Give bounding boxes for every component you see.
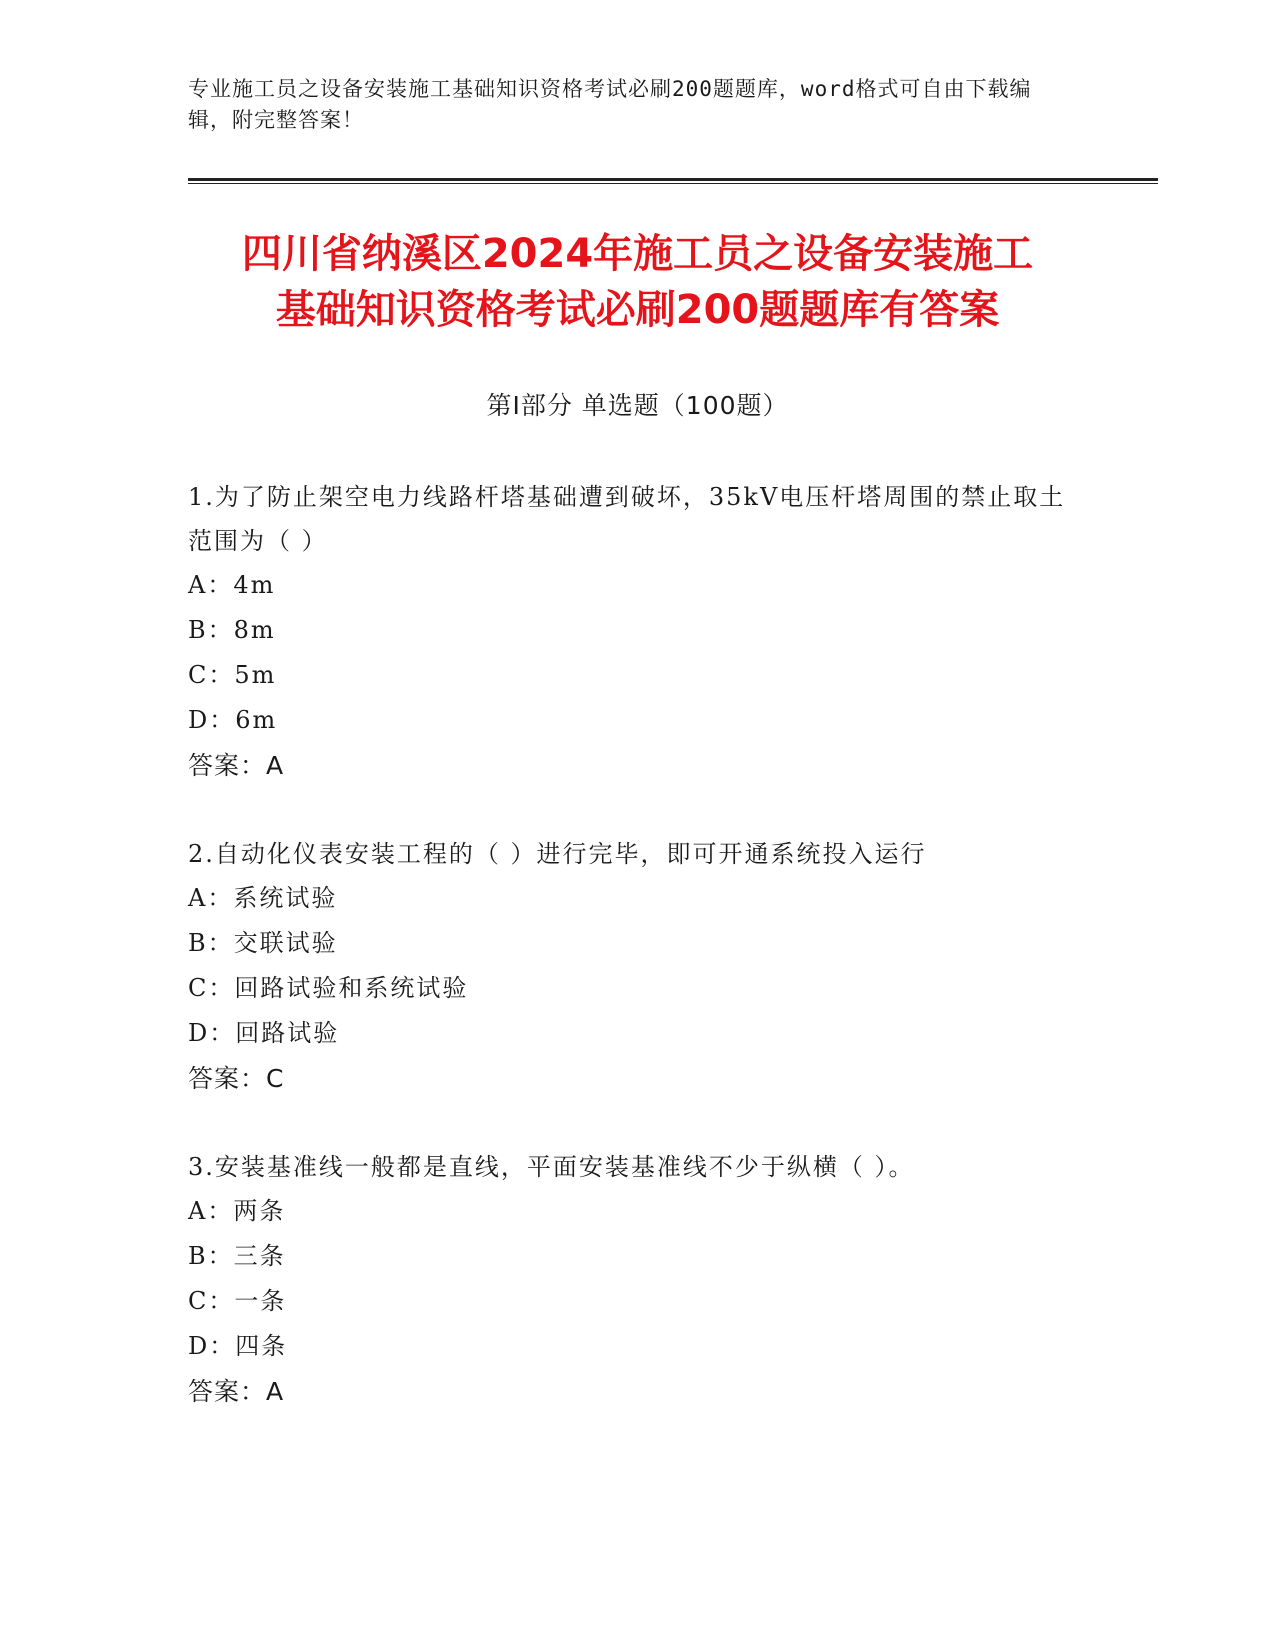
option-c: C：回路试验和系统试验 <box>188 974 469 1002</box>
question-1 <box>188 475 1088 789</box>
question-list <box>188 475 1088 1458</box>
option-a: A：4m <box>188 571 276 599</box>
option-c: C：一条 <box>188 1287 287 1315</box>
option-c: C：5m <box>188 661 277 689</box>
question-3 <box>188 1145 1088 1415</box>
question-stem: 2.自动化仪表安装工程的（ ）进行完毕，即可开通系统投入运行 <box>188 840 927 868</box>
option-d: D：四条 <box>188 1332 288 1360</box>
header-divider-thick <box>188 178 1158 181</box>
document-title <box>150 226 1125 338</box>
option-d: D：回路试验 <box>188 1019 340 1047</box>
question-2 <box>188 832 1088 1102</box>
question-stem: 1.为了防止架空电力线路杆塔基础遭到破坏，35kV电压杆塔周围的禁止取土范围为（ ） <box>188 483 1066 555</box>
option-b: B：交联试验 <box>188 929 338 957</box>
answer: 答案：A <box>188 751 285 780</box>
section-title: 第Ⅰ部分 单选题（100题） <box>486 391 789 420</box>
question-stem: 3.安装基准线一般都是直线，平面安装基准线不少于纵横（ ）。 <box>188 1153 915 1181</box>
header-note: 专业施工员之设备安装施工基础知识资格考试必刷200题题库，word格式可自由下载编辑，附完整答案！ <box>188 77 1032 132</box>
document-title-line-2: 基础知识资格考试必刷200题题库有答案 <box>275 287 1000 333</box>
option-d: D：6m <box>188 706 278 734</box>
option-b: B：8m <box>188 616 276 644</box>
header-divider-thin <box>188 183 1158 184</box>
answer: 答案：A <box>188 1377 285 1406</box>
option-a: A：系统试验 <box>188 884 338 912</box>
option-a: A：两条 <box>188 1197 286 1225</box>
option-b: B：三条 <box>188 1242 286 1270</box>
answer: 答案：C <box>188 1064 285 1093</box>
document-title-line-1: 四川省纳溪区2024年施工员之设备安装施工 <box>241 231 1034 277</box>
